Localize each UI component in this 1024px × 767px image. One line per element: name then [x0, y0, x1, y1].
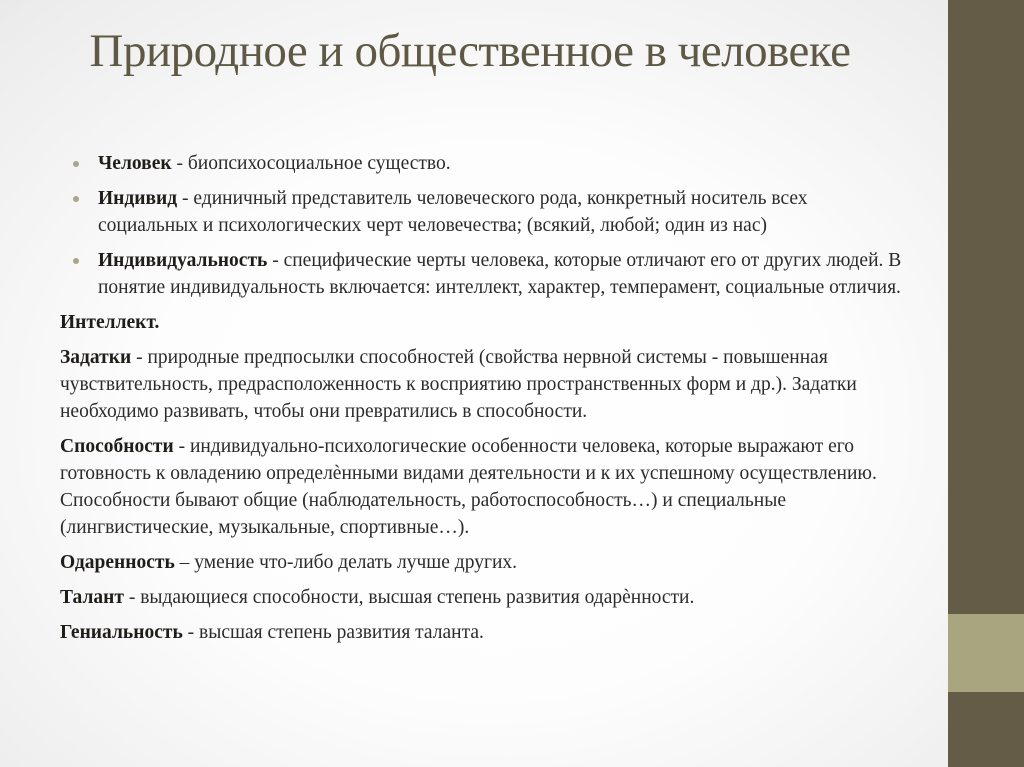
slide-body	[60, 150, 905, 654]
bullet-dot-icon	[73, 196, 79, 202]
paragraph-abilities	[60, 433, 905, 541]
paragraph-intellect	[60, 309, 905, 336]
term: Задатки	[60, 347, 132, 368]
term: Талант	[60, 587, 124, 608]
bullet-dot-icon	[73, 258, 79, 264]
term: Человек	[98, 153, 172, 174]
paragraph-inclinations	[60, 344, 905, 425]
paragraph-talent	[60, 584, 905, 611]
separator: -	[171, 153, 188, 174]
term: Способности	[60, 436, 174, 457]
separator: –	[174, 552, 195, 573]
decorative-sidebar-band	[948, 614, 1024, 692]
paragraph-genius	[60, 619, 905, 646]
separator: -	[123, 587, 141, 608]
separator: -	[177, 188, 194, 209]
bullet-list	[60, 150, 905, 301]
definition: высшая степень развития таланта.	[199, 622, 484, 643]
slide-title: Природное и общественное в человеке	[89, 25, 851, 77]
separator: -	[131, 347, 148, 368]
paragraph-giftedness	[60, 549, 905, 576]
definition: выдающиеся способности, высшая степень развития одарѐнности.	[140, 587, 695, 608]
bullet-item-individual	[60, 185, 905, 239]
definition: специфические черты человека, которые отличают его от других людей. В понятие индивидуальность включается: интеллект, характер, темперамент, социальные отличия.	[98, 250, 902, 298]
definition: индивидуально-психологические особенности человека, которые выражают его готовность к овладению определѐнными видами деятельности и к их успешному осуществлению. Способности бывают общие (наблюдательность, работоспособность…) и специальные (лингвистические, музыкальные, спортивные…).	[60, 436, 877, 538]
term: Одаренность	[60, 552, 175, 573]
separator: -	[173, 436, 190, 457]
definition: единичный представитель человеческого рода, конкретный носитель всех социальных и психологических черт человечества; (всякий, любой; один из нас)	[98, 188, 808, 236]
bullet-item-person	[60, 150, 905, 177]
term: Индивидуальность	[98, 250, 268, 271]
decorative-sidebar	[948, 0, 1024, 767]
definition: умение что-либо делать лучше других.	[194, 552, 518, 573]
separator: -	[182, 622, 200, 643]
definition: биопсихосоциальное существо.	[187, 153, 451, 174]
term: Индивид	[98, 188, 178, 209]
definition: природные предпосылки способностей (свойства нервной системы - повышенная чувствительность, предрасположенность к восприятию пространственных форм и др.). Задатки необходимо развивать, чтобы они превратились в способности.	[60, 347, 857, 422]
term: Гениальность	[60, 622, 183, 643]
separator: -	[267, 250, 284, 271]
bullet-item-individuality	[60, 247, 905, 301]
bullet-dot-icon	[73, 161, 79, 167]
term: Интеллект.	[60, 312, 160, 333]
